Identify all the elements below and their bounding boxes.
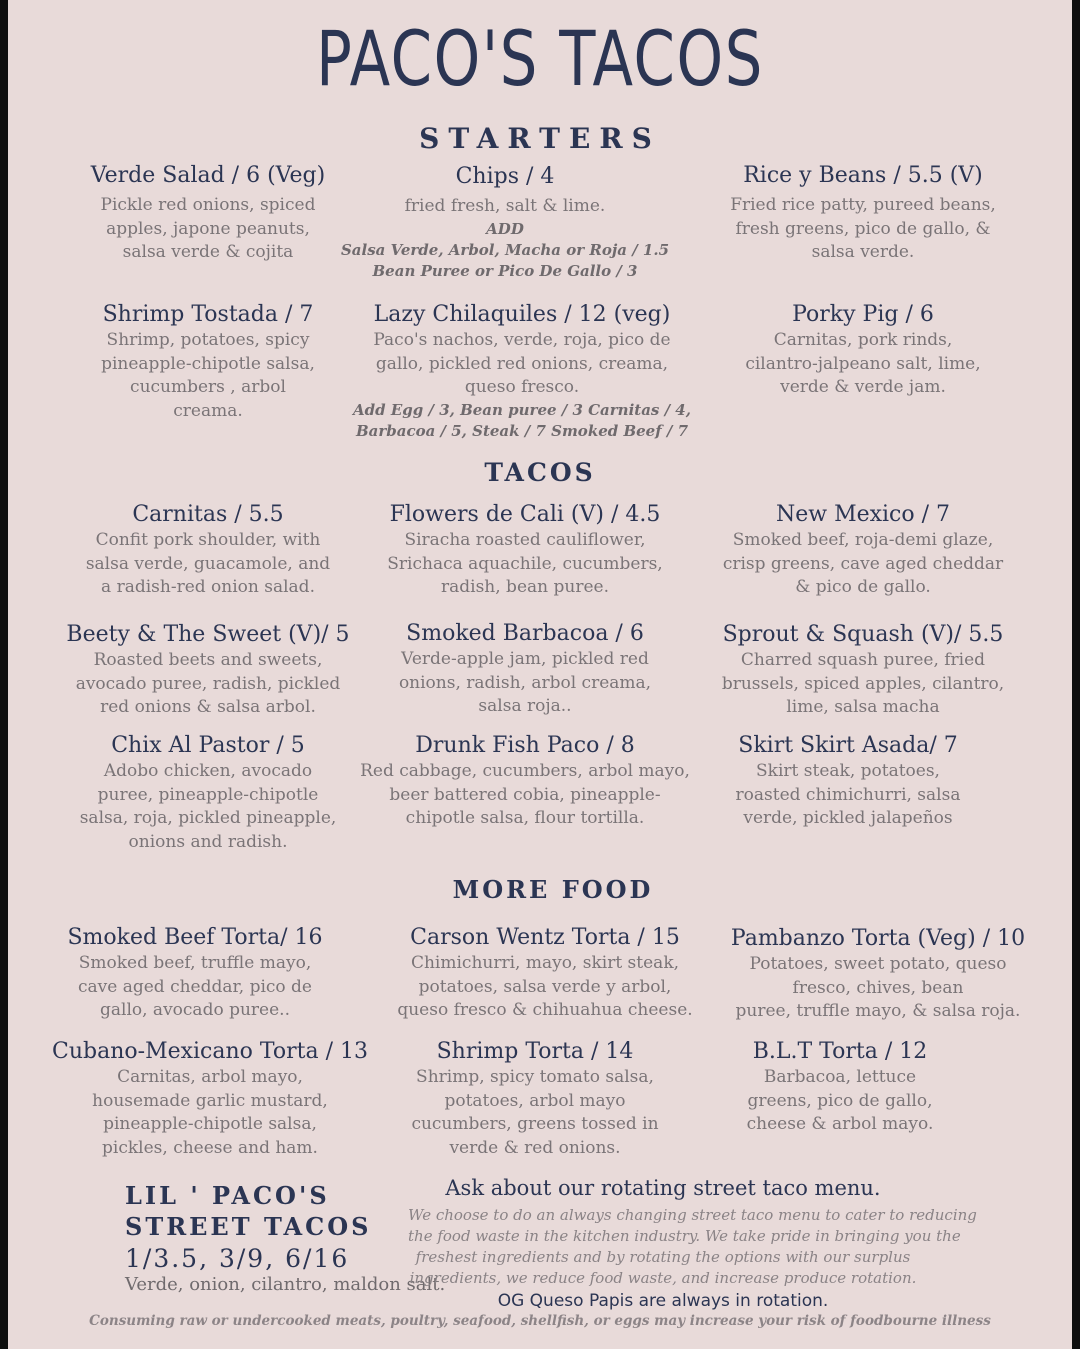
item-desc-line: lime, salsa macha — [786, 697, 940, 717]
item-name: New Mexico / 7 — [775, 502, 951, 527]
item-name: B.L.T Torta / 12 — [752, 1039, 928, 1064]
item-desc-line: fresh greens, pico de gallo, & — [735, 218, 991, 239]
item-desc-line: housemade garlic mustard, — [92, 1090, 328, 1111]
section-heading-tacos: TACOS — [484, 458, 596, 487]
rotation-body-line: freshest ingredients and by rotating the options with our surplus — [415, 1248, 911, 1266]
item-desc-line: greens, pico de gallo, — [747, 1090, 933, 1111]
menu-item-chix-al-pastor — [28, 732, 388, 854]
item-desc-line: apples, japone peanuts, — [106, 218, 310, 239]
item-desc-line: & pico de gallo. — [795, 577, 931, 597]
food-safety-disclaimer: Consuming raw or undercooked meats, poultry, seafood, shellfish, or eggs may increase your risk of foodbourne illness — [89, 1313, 991, 1329]
item-desc-line: Srichaca aquachile, cucumbers, — [387, 553, 663, 574]
item-name: Pambanzo Torta (Veg) / 10 — [730, 926, 1026, 951]
item-desc-line: queso fresco. — [464, 377, 580, 397]
item-desc-line: brussels, spiced apples, cilantro, — [721, 673, 1005, 694]
item-desc-line: Carnitas, arbol mayo, — [117, 1067, 303, 1087]
menu-item-carson-wentz-torta — [345, 924, 745, 1023]
item-name: Carnitas / 5.5 — [132, 502, 284, 527]
menu-item-chips — [335, 163, 675, 282]
addon-line: Bean Puree or Pico De Gallo / 3 — [372, 261, 638, 280]
item-desc-line: gallo, pickled red onions, creama, — [375, 353, 669, 374]
item-desc-line: potatoes, salsa verde y arbol, — [418, 976, 672, 997]
menu-item-carnitas — [28, 501, 388, 600]
item-desc-line: pineapple-chipotle salsa, — [103, 1114, 317, 1134]
item-desc-line: Confit pork shoulder, with — [95, 530, 321, 550]
item-desc-line: salsa verde. — [811, 242, 915, 262]
item-desc-line: Paco's nachos, verde, roja, pico de — [373, 330, 671, 350]
item-desc-line: a radish-red onion salad. — [101, 577, 315, 597]
rotation-note — [408, 1174, 977, 1313]
item-name: Rice y Beans / 5.5 (V) — [743, 163, 983, 188]
street-tacos-block — [125, 1180, 425, 1275]
item-desc-line: verde & verde jam. — [780, 377, 946, 397]
item-name: Skirt Skirt Asada/ 7 — [738, 733, 958, 758]
item-name: Shrimp Tostada / 7 — [102, 302, 314, 327]
menu-page — [8, 0, 1072, 1349]
item-desc-line: chipotle salsa, flour tortilla. — [405, 808, 645, 828]
item-name: Verde Salad / 6 (Veg) — [90, 163, 326, 188]
menu-item-pambanzo-torta — [698, 925, 1058, 1024]
item-desc-line: cucumbers, greens tossed in — [411, 1114, 659, 1134]
menu-item-shrimp-torta — [345, 1038, 725, 1160]
addon-line: Add Egg / 3, Bean puree / 3 Carnitas / 4, — [353, 400, 691, 419]
item-desc-line: onions and radish. — [128, 831, 288, 852]
menu-item-verde-salad — [28, 162, 388, 265]
item-desc-line: Skirt steak, potatoes, — [756, 761, 940, 781]
menu-item-drunk-fish-paco — [335, 732, 715, 831]
menu-item-cubano-mexicano-torta — [30, 1038, 390, 1160]
item-name: Smoked Beef Torta/ 16 — [67, 925, 323, 950]
street-tacos-sides: Verde, onion, cilantro, maldon salt. — [125, 1274, 446, 1295]
menu-item-beety-and-the-sweet — [28, 621, 388, 720]
item-name: Beety & The Sweet (V)/ 5 — [66, 622, 350, 647]
street-tacos-title-line1: LIL ' PACO'S — [125, 1181, 330, 1210]
section-heading-starters: STARTERS — [419, 122, 661, 155]
item-desc-line: cilantro-jalpeano salt, lime, — [745, 353, 981, 374]
street-tacos-prices: 1/3.5, 3/9, 6/16 — [125, 1244, 350, 1273]
item-name: Cubano-Mexicano Torta / 13 — [52, 1039, 368, 1064]
item-desc-line: potatoes, arbol mayo — [444, 1090, 626, 1111]
item-desc-line: fresco, chives, bean — [792, 977, 964, 998]
item-desc-line: creama. — [173, 400, 243, 421]
item-desc-line: Roasted beets and sweets, — [93, 650, 323, 670]
item-desc-line: pineapple-chipotle salsa, — [101, 353, 315, 374]
rotation-heading: Ask about our rotating street taco menu. — [445, 1176, 881, 1200]
item-name: Flowers de Cali (V) / 4.5 — [389, 502, 661, 527]
item-desc-line: crisp greens, cave aged cheddar — [722, 553, 1004, 574]
menu-item-lazy-chilaquiles — [335, 301, 709, 442]
rotation-footer: OG Queso Papis are always in rotation. — [497, 1291, 829, 1311]
item-desc-line: Fried rice patty, pureed beans, — [730, 195, 996, 215]
item-name: Carson Wentz Torta / 15 — [410, 925, 680, 950]
item-name: Lazy Chilaquiles / 12 (veg) — [373, 302, 671, 327]
item-desc-line: Smoked beef, roja-demi glaze, — [732, 530, 994, 550]
item-desc-line: gallo, avocado puree.. — [100, 1000, 290, 1020]
item-desc-line: verde & red onions. — [449, 1137, 621, 1158]
item-desc-line: Adobo chicken, avocado — [103, 761, 313, 781]
add-label: ADD — [486, 219, 524, 238]
restaurant-title: PACO'S TACOS — [316, 14, 764, 103]
item-desc-line: cave aged cheddar, pico de — [77, 976, 312, 997]
item-name: Sprout & Squash (V)/ 5.5 — [722, 622, 1004, 647]
item-desc-line: cucumbers , arbol — [130, 377, 286, 397]
item-name: Porky Pig / 6 — [792, 302, 934, 327]
item-name: Drunk Fish Paco / 8 — [415, 733, 635, 758]
menu-item-rice-y-beans — [693, 162, 1033, 265]
item-desc-line: cheese & arbol mayo. — [746, 1114, 934, 1134]
item-desc-line: Barbacoa, lettuce — [763, 1067, 917, 1087]
item-desc-line: avocado puree, radish, pickled — [75, 673, 341, 694]
item-desc-line: Carnitas, pork rinds, — [773, 330, 953, 350]
item-desc-line: fried fresh, salt & lime. — [404, 196, 606, 216]
menu-item-flowers-de-cali — [335, 501, 715, 600]
item-desc-line: verde, pickled jalapeños — [743, 808, 953, 828]
item-desc-line: puree, pineapple-chipotle — [97, 784, 319, 805]
item-desc-line: queso fresco & chihuahua cheese. — [397, 1000, 693, 1020]
menu-item-shrimp-tostada — [28, 301, 388, 423]
item-desc-line: beer battered cobia, pineapple- — [389, 784, 661, 805]
item-desc-line: Siracha roasted cauliflower, — [404, 530, 646, 550]
menu-item-new-mexico — [693, 501, 1033, 600]
item-name: Shrimp Torta / 14 — [436, 1039, 634, 1064]
item-desc-line: onions, radish, arbol creama, — [398, 672, 652, 693]
menu-item-blt-torta — [680, 1038, 1000, 1137]
item-desc-line: pickles, cheese and ham. — [102, 1137, 318, 1158]
item-desc-line: roasted chimichurri, salsa — [735, 784, 961, 805]
menu-item-sprout-and-squash — [688, 621, 1038, 720]
item-desc-line: Shrimp, spicy tomato salsa, — [416, 1067, 654, 1087]
item-desc-line: Pickle red onions, spiced — [100, 195, 316, 215]
item-desc-line: radish, bean puree. — [441, 577, 609, 597]
item-desc-line: salsa verde, guacamole, and — [85, 553, 331, 574]
menu-item-skirt-skirt-asada — [678, 732, 1018, 831]
addon-line: Salsa Verde, Arbol, Macha or Roja / 1.5 — [340, 240, 670, 259]
item-desc-line: Charred squash puree, fried — [740, 650, 986, 670]
item-name: Smoked Barbacoa / 6 — [406, 621, 644, 646]
section-heading-more-food: MORE FOOD — [452, 875, 654, 904]
street-tacos-title-line2: STREET TACOS — [125, 1212, 372, 1241]
rotation-body-line: ingredients, we reduce food waste, and increase produce rotation. — [409, 1269, 917, 1287]
item-desc-line: puree, truffle mayo, & salsa roja. — [735, 1001, 1021, 1021]
menu-item-porky-pig — [693, 301, 1033, 400]
item-desc-line: Smoked beef, truffle mayo, — [78, 953, 312, 973]
item-desc-line: Shrimp, potatoes, spicy — [106, 330, 310, 350]
item-desc-line: Potatoes, sweet potato, queso — [749, 954, 1007, 974]
item-desc-line: Chimichurri, mayo, skirt steak, — [410, 953, 680, 973]
rotation-body-line: We choose to do an always changing street taco menu to cater to reducing — [408, 1206, 977, 1224]
item-desc-line: salsa roja.. — [478, 696, 572, 716]
item-desc-line: salsa, roja, pickled pineapple, — [79, 808, 337, 828]
addon-line: Barbacoa / 5, Steak / 7 Smoked Beef / 7 — [355, 421, 689, 440]
menu-item-smoked-beef-torta — [15, 924, 375, 1023]
item-desc-line: Verde-apple jam, pickled red — [401, 649, 649, 669]
rotation-body-line: the food waste in the kitchen industry. We take pride in bringing you the — [408, 1227, 961, 1245]
menu-item-smoked-barbacoa — [335, 620, 715, 719]
item-desc-line: red onions & salsa arbol. — [100, 697, 316, 717]
item-desc-line: salsa verde & cojita — [122, 242, 294, 262]
item-name: Chips / 4 — [455, 164, 555, 189]
item-desc-line: Red cabbage, cucumbers, arbol mayo, — [360, 761, 690, 781]
item-name: Chix Al Pastor / 5 — [111, 733, 305, 758]
